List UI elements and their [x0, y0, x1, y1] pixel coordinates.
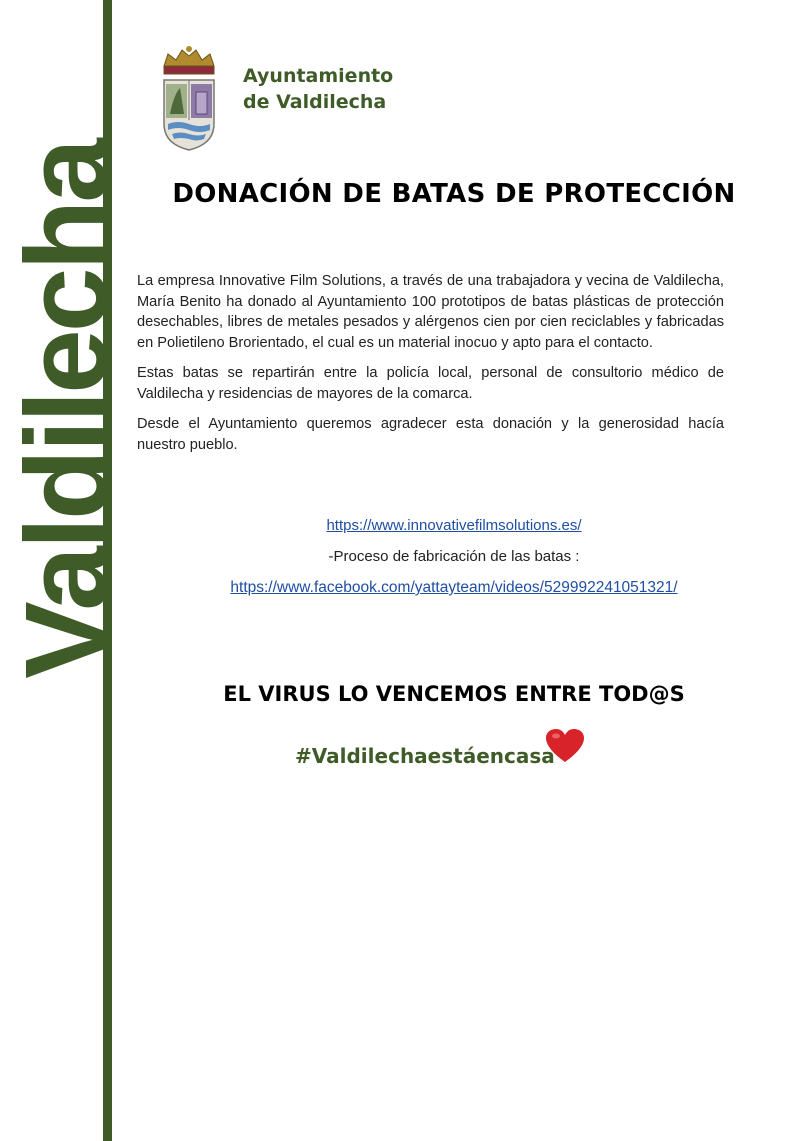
- heart-icon: [545, 728, 585, 764]
- town-name-line-2: de Valdilecha: [243, 91, 387, 113]
- hashtag-text: #Valdilechaestáencasa: [295, 744, 555, 768]
- town-name-line-1: Ayuntamiento: [243, 65, 394, 87]
- body-text: [137, 271, 724, 465]
- coat-of-arms-icon: [158, 44, 220, 154]
- company-website-link[interactable]: https://www.innovativefilmsolutions.es/: [326, 517, 582, 534]
- motto-text: EL VIRUS LO VENCEMOS ENTRE TOD@S: [223, 682, 685, 706]
- paragraph-distribution: Estas batas se repartirán entre la policía local, personal de consultorio médico de Valdilecha y residencias de mayores de la comarca.: [137, 365, 724, 402]
- sidebar-town-word: Valdilecha: [1, 141, 131, 679]
- paragraph-thanks: Desde el Ayuntamiento queremos agradecer esta donación y la generosidad hacía nuestro pueblo.: [137, 416, 724, 453]
- facebook-video-link[interactable]: https://www.facebook.com/yattayteam/videos/529992241051321/: [230, 579, 678, 596]
- paragraph-donation: La empresa Innovative Film Solutions, a través de una trabajadora y vecina de Valdilecha, María Benito ha donado al Ayuntamiento 100 prototipos de batas plásticas de protección desechables, libres de metales pesados y alérgenos cien por cien reciclables y fabricadas en Polietileno Brorientado, el cual es un material inocuo y apto para el contacto.: [137, 273, 724, 351]
- town-hall-name: [243, 63, 393, 115]
- page-title: DONACIÓN DE BATAS DE PROTECCIÓN: [172, 179, 736, 209]
- process-label: -Proceso de fabricación de las batas :: [328, 548, 580, 565]
